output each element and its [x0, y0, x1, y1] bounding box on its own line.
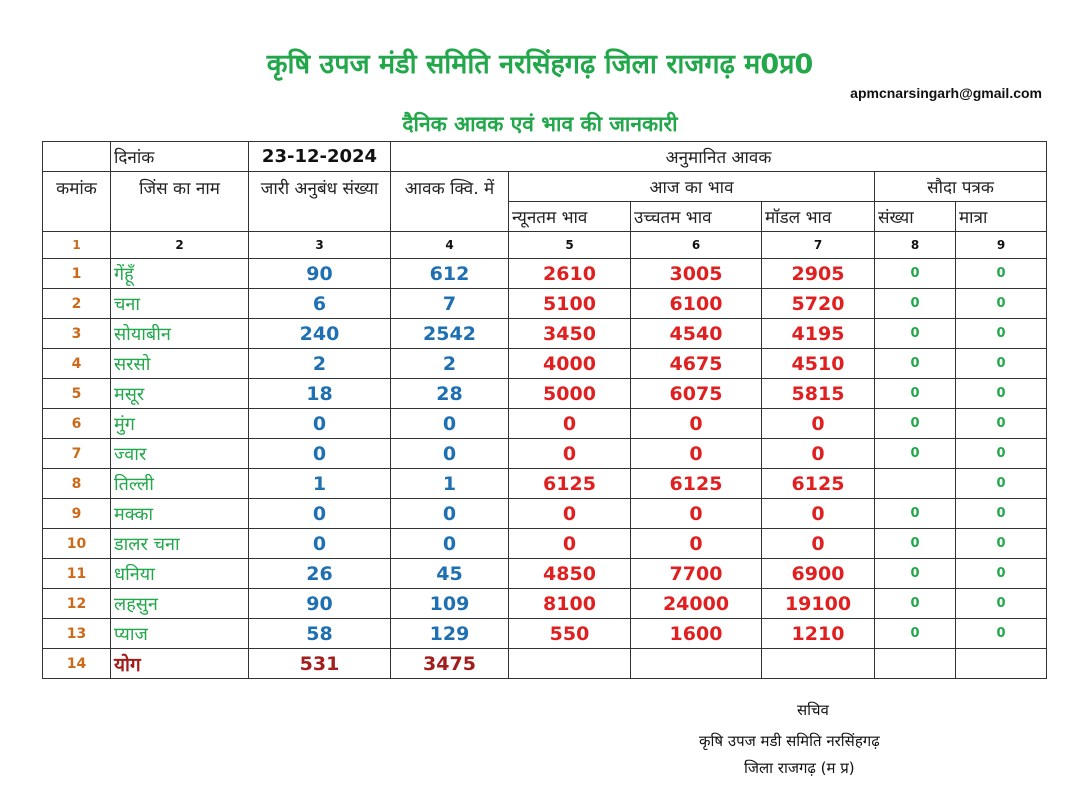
max-price-header: उच्चतम भाव: [631, 202, 762, 232]
arrival-cell: 0: [391, 439, 509, 469]
signature-org: कृषि उपज मडी समिति नरसिंहगढ़: [699, 732, 880, 750]
index-row: [43, 232, 1047, 259]
arrival-cell: 0: [391, 409, 509, 439]
deal-qty-cell: 0: [956, 259, 1047, 289]
deal-qty-cell: 0: [956, 529, 1047, 559]
serial-cell: 1: [43, 259, 111, 289]
deal-qty-cell: 0: [956, 379, 1047, 409]
max-price-cell: 6075: [631, 379, 762, 409]
total-serial-cell: 14: [43, 649, 111, 679]
arrival-cell: 2542: [391, 319, 509, 349]
contracts-cell: 58: [249, 619, 391, 649]
min-price-cell: 0: [509, 499, 631, 529]
table-row: [43, 289, 1047, 319]
model-price-cell: 19100: [762, 589, 875, 619]
arrival-cell: 612: [391, 259, 509, 289]
max-price-cell: 0: [631, 439, 762, 469]
crop-name-cell: गेंहूँ: [111, 259, 249, 289]
arrival-cell: 45: [391, 559, 509, 589]
contracts-cell: 90: [249, 259, 391, 289]
crop-name-cell: मसूर: [111, 379, 249, 409]
crop-name-cell: सरसो: [111, 349, 249, 379]
min-price-cell: 8100: [509, 589, 631, 619]
serial-cell: 11: [43, 559, 111, 589]
model-price-cell: 0: [762, 499, 875, 529]
min-price-cell: 0: [509, 439, 631, 469]
contact-email: apmcnarsingarh@gmail.com: [850, 85, 1042, 101]
model-price-cell: 5720: [762, 289, 875, 319]
contracts-cell: 90: [249, 589, 391, 619]
min-price-cell: 5000: [509, 379, 631, 409]
max-price-cell: 7700: [631, 559, 762, 589]
deal-count-cell: 0: [875, 379, 956, 409]
empty-cell: [762, 649, 875, 679]
total-label-cell: योग: [111, 649, 249, 679]
model-price-cell: 0: [762, 529, 875, 559]
deal-count-cell: 0: [875, 319, 956, 349]
today-price-header: आज का भाव: [509, 172, 875, 202]
index-cell: 4: [391, 232, 509, 259]
arrival-cell: 1: [391, 469, 509, 499]
crop-name-cell: लहसुन: [111, 589, 249, 619]
deal-qty-cell: 0: [956, 589, 1047, 619]
total-arrival-cell: 3475: [391, 649, 509, 679]
empty-cell: [631, 649, 762, 679]
table-row: [43, 409, 1047, 439]
model-price-cell: 6900: [762, 559, 875, 589]
table-row: [43, 499, 1047, 529]
secretary-title: सचिव: [797, 701, 829, 719]
arrival-header: आवक क्वि. में: [391, 172, 509, 232]
model-price-cell: 4510: [762, 349, 875, 379]
deal-count-cell: 0: [875, 559, 956, 589]
arrival-cell: 109: [391, 589, 509, 619]
serial-cell: 6: [43, 409, 111, 439]
estimated-arrival-header: अनुमानित आवक: [391, 142, 1047, 172]
min-price-header: न्यूनतम भाव: [509, 202, 631, 232]
max-price-cell: 0: [631, 529, 762, 559]
max-price-cell: 0: [631, 499, 762, 529]
index-cell: 1: [43, 232, 111, 259]
max-price-cell: 1600: [631, 619, 762, 649]
deal-count-cell: 0: [875, 439, 956, 469]
max-price-cell: 4540: [631, 319, 762, 349]
min-price-cell: 0: [509, 529, 631, 559]
crop-name-cell: सोयाबीन: [111, 319, 249, 349]
index-cell: 6: [631, 232, 762, 259]
deal-count-cell: 0: [875, 289, 956, 319]
deal-qty-cell: 0: [956, 559, 1047, 589]
max-price-cell: 4675: [631, 349, 762, 379]
serial-cell: 7: [43, 439, 111, 469]
contracts-cell: 1: [249, 469, 391, 499]
deal-count-cell: 0: [875, 499, 956, 529]
model-price-cell: 6125: [762, 469, 875, 499]
model-price-cell: 5815: [762, 379, 875, 409]
min-price-cell: 0: [509, 409, 631, 439]
min-price-cell: 4000: [509, 349, 631, 379]
min-price-cell: 3450: [509, 319, 631, 349]
serial-cell: 9: [43, 499, 111, 529]
min-price-cell: 5100: [509, 289, 631, 319]
empty-cell: [875, 649, 956, 679]
deal-count-cell: 0: [875, 259, 956, 289]
date-label: दिनांक: [111, 142, 249, 172]
serial-cell: 13: [43, 619, 111, 649]
serial-cell: 4: [43, 349, 111, 379]
crop-name-header: जिंस का नाम: [111, 172, 249, 232]
table-row: [43, 379, 1047, 409]
deal-qty-header: मात्रा: [956, 202, 1047, 232]
table-row: [43, 439, 1047, 469]
crop-name-cell: ज्वार: [111, 439, 249, 469]
date-value: 23-12-2024: [249, 142, 391, 172]
contracts-cell: 0: [249, 409, 391, 439]
deal-count-cell: [875, 469, 956, 499]
serial-cell: 3: [43, 319, 111, 349]
deal-qty-cell: 0: [956, 319, 1047, 349]
crop-name-cell: डालर चना: [111, 529, 249, 559]
min-price-cell: 550: [509, 619, 631, 649]
min-price-cell: 2610: [509, 259, 631, 289]
serial-cell: 8: [43, 469, 111, 499]
deal-qty-cell: 0: [956, 439, 1047, 469]
table-row: [43, 589, 1047, 619]
serial-cell: 12: [43, 589, 111, 619]
model-price-cell: 0: [762, 439, 875, 469]
total-row: [43, 649, 1047, 679]
crop-name-cell: धनिया: [111, 559, 249, 589]
contracts-cell: 0: [249, 499, 391, 529]
serial-cell: 2: [43, 289, 111, 319]
contracts-cell: 2: [249, 349, 391, 379]
min-price-cell: 6125: [509, 469, 631, 499]
deal-qty-cell: 0: [956, 499, 1047, 529]
empty-cell: [43, 142, 111, 172]
header-row-date: [43, 142, 1047, 172]
page-title: कृषि उपज मंडी समिति नरसिंहगढ़ जिला राजगढ़ म0प्र0: [266, 49, 814, 80]
deal-count-header: संख्या: [875, 202, 956, 232]
deal-count-cell: 0: [875, 619, 956, 649]
index-cell: 3: [249, 232, 391, 259]
table-row: [43, 619, 1047, 649]
model-price-cell: 0: [762, 409, 875, 439]
price-arrival-table: [42, 141, 1047, 679]
arrival-cell: 0: [391, 499, 509, 529]
min-price-cell: 4850: [509, 559, 631, 589]
arrival-cell: 7: [391, 289, 509, 319]
max-price-cell: 6100: [631, 289, 762, 319]
contracts-cell: 0: [249, 529, 391, 559]
report-subtitle: दैनिक आवक एवं भाव की जानकारी: [402, 112, 678, 136]
index-cell: 8: [875, 232, 956, 259]
index-cell: 5: [509, 232, 631, 259]
index-cell: 7: [762, 232, 875, 259]
deal-qty-cell: 0: [956, 289, 1047, 319]
model-price-cell: 2905: [762, 259, 875, 289]
contracts-cell: 0: [249, 439, 391, 469]
arrival-cell: 129: [391, 619, 509, 649]
table-row: [43, 319, 1047, 349]
table-row: [43, 529, 1047, 559]
index-cell: 2: [111, 232, 249, 259]
deal-qty-cell: 0: [956, 349, 1047, 379]
crop-name-cell: मुंग: [111, 409, 249, 439]
max-price-cell: 24000: [631, 589, 762, 619]
table-row: [43, 259, 1047, 289]
deal-qty-cell: 0: [956, 619, 1047, 649]
deal-count-cell: 0: [875, 589, 956, 619]
max-price-cell: 3005: [631, 259, 762, 289]
empty-cell: [509, 649, 631, 679]
contracts-cell: 6: [249, 289, 391, 319]
empty-cell: [956, 649, 1047, 679]
arrival-cell: 28: [391, 379, 509, 409]
table-row: [43, 469, 1047, 499]
deal-count-cell: 0: [875, 529, 956, 559]
model-price-cell: 4195: [762, 319, 875, 349]
crop-name-cell: चना: [111, 289, 249, 319]
serial-header: कमांक: [43, 172, 111, 232]
crop-name-cell: प्याज: [111, 619, 249, 649]
serial-cell: 5: [43, 379, 111, 409]
arrival-cell: 0: [391, 529, 509, 559]
index-cell: 9: [956, 232, 1047, 259]
table-row: [43, 349, 1047, 379]
arrival-cell: 2: [391, 349, 509, 379]
contracts-cell: 240: [249, 319, 391, 349]
contracts-cell: 18: [249, 379, 391, 409]
deal-count-cell: 0: [875, 409, 956, 439]
contracts-header: जारी अनुबंध संख्या: [249, 172, 391, 232]
serial-cell: 10: [43, 529, 111, 559]
table-row: [43, 559, 1047, 589]
max-price-cell: 6125: [631, 469, 762, 499]
model-price-cell: 1210: [762, 619, 875, 649]
deal-qty-cell: 0: [956, 409, 1047, 439]
crop-name-cell: मक्का: [111, 499, 249, 529]
signature-district: जिला राजगढ़ (म प्र): [744, 759, 855, 777]
max-price-cell: 0: [631, 409, 762, 439]
deal-count-cell: 0: [875, 349, 956, 379]
total-contracts-cell: 531: [249, 649, 391, 679]
contracts-cell: 26: [249, 559, 391, 589]
deal-header: सौदा पत्रक: [875, 172, 1047, 202]
model-price-header: मॉडल भाव: [762, 202, 875, 232]
crop-name-cell: तिल्ली: [111, 469, 249, 499]
deal-qty-cell: 0: [956, 469, 1047, 499]
header-row-main: [43, 172, 1047, 202]
